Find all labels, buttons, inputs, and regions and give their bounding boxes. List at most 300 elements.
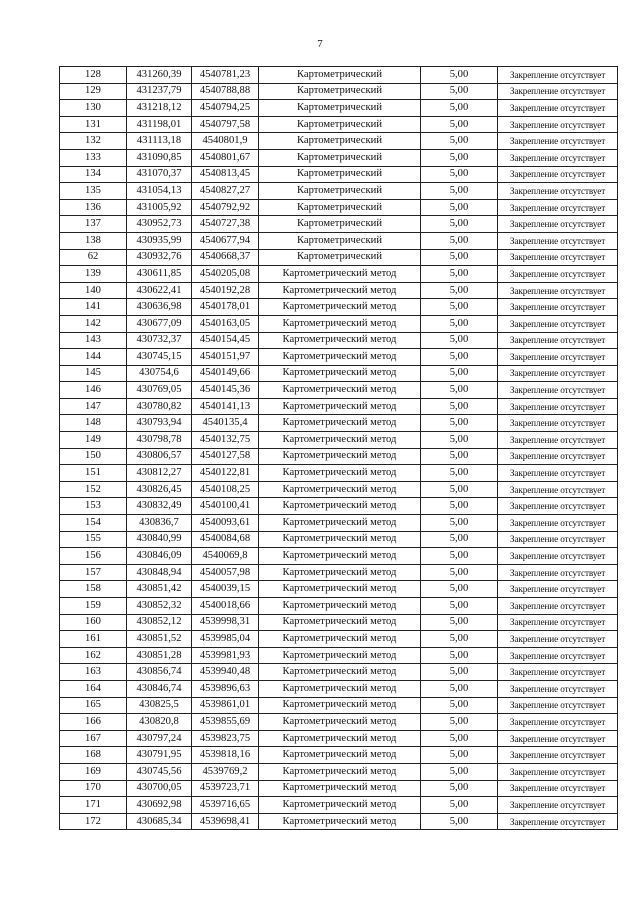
accuracy-cell: 5,00: [421, 299, 498, 316]
point-number-cell: 153: [60, 498, 127, 515]
method-cell: Картометрический метод: [259, 614, 421, 631]
y-coordinate-cell: 4540813,45: [192, 166, 259, 183]
y-coordinate-cell: 4540084,68: [192, 531, 259, 548]
accuracy-cell: 5,00: [421, 83, 498, 100]
method-cell: Картометрический метод: [259, 598, 421, 615]
point-number-cell: 158: [60, 581, 127, 598]
table-row: [60, 631, 618, 648]
table-row: [60, 730, 618, 747]
table-row: [60, 481, 618, 498]
method-cell: Картометрический: [259, 83, 421, 100]
y-coordinate-cell: 4540135,4: [192, 415, 259, 432]
fixing-description-cell: Закрепление отсутствует: [498, 398, 618, 415]
accuracy-cell: 5,00: [421, 465, 498, 482]
accuracy-cell: 5,00: [421, 664, 498, 681]
method-cell: Картометрический метод: [259, 282, 421, 299]
point-number-cell: 143: [60, 332, 127, 349]
accuracy-cell: 5,00: [421, 398, 498, 415]
method-cell: Картометрический метод: [259, 299, 421, 316]
x-coordinate-cell: 430856,74: [127, 664, 192, 681]
accuracy-cell: 5,00: [421, 149, 498, 166]
accuracy-cell: 5,00: [421, 763, 498, 780]
x-coordinate-cell: 430832,49: [127, 498, 192, 515]
x-coordinate-cell: 430846,74: [127, 680, 192, 697]
point-number-cell: 148: [60, 415, 127, 432]
table-row: [60, 349, 618, 366]
method-cell: Картометрический: [259, 183, 421, 200]
method-cell: Картометрический метод: [259, 780, 421, 797]
method-cell: Картометрический: [259, 100, 421, 117]
method-cell: Картометрический метод: [259, 515, 421, 532]
accuracy-cell: 5,00: [421, 614, 498, 631]
x-coordinate-cell: 430851,52: [127, 631, 192, 648]
y-coordinate-cell: 4540141,13: [192, 398, 259, 415]
coordinates-table: [59, 66, 618, 830]
method-cell: Картометрический метод: [259, 315, 421, 332]
fixing-description-cell: Закрепление отсутствует: [498, 216, 618, 233]
point-number-cell: 152: [60, 481, 127, 498]
x-coordinate-cell: 430836,7: [127, 515, 192, 532]
method-cell: Картометрический метод: [259, 548, 421, 565]
x-coordinate-cell: 430780,82: [127, 398, 192, 415]
table-row: [60, 183, 618, 200]
accuracy-cell: 5,00: [421, 249, 498, 266]
x-coordinate-cell: 431005,92: [127, 199, 192, 216]
point-number-cell: 149: [60, 432, 127, 449]
table-row: [60, 365, 618, 382]
fixing-description-cell: Закрепление отсутствует: [498, 664, 618, 681]
fixing-description-cell: Закрепление отсутствует: [498, 797, 618, 814]
x-coordinate-cell: 430677,09: [127, 315, 192, 332]
page-number: 7: [317, 38, 323, 50]
point-number-cell: 145: [60, 365, 127, 382]
y-coordinate-cell: 4540792,92: [192, 199, 259, 216]
fixing-description-cell: Закрепление отсутствует: [498, 67, 618, 84]
accuracy-cell: 5,00: [421, 780, 498, 797]
point-number-cell: 140: [60, 282, 127, 299]
table-row: [60, 216, 618, 233]
fixing-description-cell: Закрепление отсутствует: [498, 199, 618, 216]
accuracy-cell: 5,00: [421, 382, 498, 399]
fixing-description-cell: Закрепление отсутствует: [498, 680, 618, 697]
y-coordinate-cell: 4540132,75: [192, 432, 259, 449]
fixing-description-cell: Закрепление отсутствует: [498, 232, 618, 249]
x-coordinate-cell: 430622,41: [127, 282, 192, 299]
y-coordinate-cell: 4539818,16: [192, 747, 259, 764]
fixing-description-cell: Закрепление отсутствует: [498, 299, 618, 316]
table-row: [60, 432, 618, 449]
y-coordinate-cell: 4540205,08: [192, 266, 259, 283]
accuracy-cell: 5,00: [421, 315, 498, 332]
point-number-cell: 131: [60, 116, 127, 133]
table-row: [60, 763, 618, 780]
x-coordinate-cell: 430745,56: [127, 763, 192, 780]
accuracy-cell: 5,00: [421, 515, 498, 532]
fixing-description-cell: Закрепление отсутствует: [498, 747, 618, 764]
accuracy-cell: 5,00: [421, 581, 498, 598]
table-row: [60, 100, 618, 117]
y-coordinate-cell: 4540788,88: [192, 83, 259, 100]
fixing-description-cell: Закрепление отсутствует: [498, 498, 618, 515]
accuracy-cell: 5,00: [421, 598, 498, 615]
fixing-description-cell: Закрепление отсутствует: [498, 282, 618, 299]
accuracy-cell: 5,00: [421, 67, 498, 84]
method-cell: Картометрический: [259, 67, 421, 84]
method-cell: Картометрический метод: [259, 631, 421, 648]
point-number-cell: 138: [60, 232, 127, 249]
accuracy-cell: 5,00: [421, 813, 498, 830]
accuracy-cell: 5,00: [421, 166, 498, 183]
table-row: [60, 398, 618, 415]
x-coordinate-cell: 431054,13: [127, 183, 192, 200]
table-row: [60, 598, 618, 615]
point-number-cell: 134: [60, 166, 127, 183]
point-number-cell: 162: [60, 647, 127, 664]
method-cell: Картометрический: [259, 216, 421, 233]
y-coordinate-cell: 4540154,45: [192, 332, 259, 349]
point-number-cell: 133: [60, 149, 127, 166]
y-coordinate-cell: 4540018,66: [192, 598, 259, 615]
method-cell: Картометрический метод: [259, 349, 421, 366]
x-coordinate-cell: 430700,05: [127, 780, 192, 797]
fixing-description-cell: Закрепление отсутствует: [498, 581, 618, 598]
fixing-description-cell: Закрепление отсутствует: [498, 332, 618, 349]
accuracy-cell: 5,00: [421, 647, 498, 664]
accuracy-cell: 5,00: [421, 631, 498, 648]
point-number-cell: 151: [60, 465, 127, 482]
point-number-cell: 169: [60, 763, 127, 780]
table-row: [60, 797, 618, 814]
table-row: [60, 282, 618, 299]
accuracy-cell: 5,00: [421, 266, 498, 283]
accuracy-cell: 5,00: [421, 531, 498, 548]
table-row: [60, 232, 618, 249]
method-cell: Картометрический метод: [259, 697, 421, 714]
fixing-description-cell: Закрепление отсутствует: [498, 249, 618, 266]
x-coordinate-cell: 430692,98: [127, 797, 192, 814]
x-coordinate-cell: 430852,32: [127, 598, 192, 615]
accuracy-cell: 5,00: [421, 365, 498, 382]
y-coordinate-cell: 4540093,61: [192, 515, 259, 532]
table-row: [60, 315, 618, 332]
x-coordinate-cell: 431237,79: [127, 83, 192, 100]
table-row: [60, 515, 618, 532]
table-row: [60, 67, 618, 84]
y-coordinate-cell: 4540801,67: [192, 149, 259, 166]
y-coordinate-cell: 4540108,25: [192, 481, 259, 498]
method-cell: Картометрический метод: [259, 481, 421, 498]
fixing-description-cell: Закрепление отсутствует: [498, 100, 618, 117]
accuracy-cell: 5,00: [421, 133, 498, 150]
table-row: [60, 133, 618, 150]
point-number-cell: 172: [60, 813, 127, 830]
x-coordinate-cell: 430685,34: [127, 813, 192, 830]
method-cell: Картометрический метод: [259, 432, 421, 449]
fixing-description-cell: Закрепление отсутствует: [498, 83, 618, 100]
accuracy-cell: 5,00: [421, 216, 498, 233]
method-cell: Картометрический: [259, 199, 421, 216]
accuracy-cell: 5,00: [421, 282, 498, 299]
x-coordinate-cell: 430798,78: [127, 432, 192, 449]
y-coordinate-cell: 4539985,04: [192, 631, 259, 648]
fixing-description-cell: Закрепление отсутствует: [498, 382, 618, 399]
y-coordinate-cell: 4540794,25: [192, 100, 259, 117]
fixing-description-cell: Закрепление отсутствует: [498, 548, 618, 565]
point-number-cell: 128: [60, 67, 127, 84]
x-coordinate-cell: 431218,12: [127, 100, 192, 117]
accuracy-cell: 5,00: [421, 730, 498, 747]
method-cell: Картометрический метод: [259, 797, 421, 814]
table-row: [60, 664, 618, 681]
accuracy-cell: 5,00: [421, 199, 498, 216]
fixing-description-cell: Закрепление отсутствует: [498, 415, 618, 432]
table-row: [60, 448, 618, 465]
table-row: [60, 614, 618, 631]
y-coordinate-cell: 4540781,23: [192, 67, 259, 84]
point-number-cell: 141: [60, 299, 127, 316]
fixing-description-cell: Закрепление отсутствует: [498, 448, 618, 465]
x-coordinate-cell: 430797,24: [127, 730, 192, 747]
table-row: [60, 680, 618, 697]
method-cell: Картометрический метод: [259, 531, 421, 548]
table-row: [60, 498, 618, 515]
accuracy-cell: 5,00: [421, 747, 498, 764]
fixing-description-cell: Закрепление отсутствует: [498, 149, 618, 166]
point-number-cell: 130: [60, 100, 127, 117]
fixing-description-cell: Закрепление отсутствует: [498, 564, 618, 581]
y-coordinate-cell: 4539723,71: [192, 780, 259, 797]
point-number-cell: 62: [60, 249, 127, 266]
y-coordinate-cell: 4540127,58: [192, 448, 259, 465]
method-cell: Картометрический метод: [259, 730, 421, 747]
x-coordinate-cell: 430840,99: [127, 531, 192, 548]
y-coordinate-cell: 4539716,65: [192, 797, 259, 814]
method-cell: Картометрический метод: [259, 647, 421, 664]
x-coordinate-cell: 430793,94: [127, 415, 192, 432]
fixing-description-cell: Закрепление отсутствует: [498, 697, 618, 714]
fixing-description-cell: Закрепление отсутствует: [498, 266, 618, 283]
method-cell: Картометрический метод: [259, 498, 421, 515]
x-coordinate-cell: 430636,98: [127, 299, 192, 316]
fixing-description-cell: Закрепление отсутствует: [498, 166, 618, 183]
x-coordinate-cell: 430935,99: [127, 232, 192, 249]
x-coordinate-cell: 430852,12: [127, 614, 192, 631]
table-row: [60, 266, 618, 283]
y-coordinate-cell: 4539998,31: [192, 614, 259, 631]
point-number-cell: 167: [60, 730, 127, 747]
accuracy-cell: 5,00: [421, 332, 498, 349]
x-coordinate-cell: 430848,94: [127, 564, 192, 581]
accuracy-cell: 5,00: [421, 548, 498, 565]
point-number-cell: 146: [60, 382, 127, 399]
fixing-description-cell: Закрепление отсутствует: [498, 813, 618, 830]
accuracy-cell: 5,00: [421, 415, 498, 432]
point-number-cell: 135: [60, 183, 127, 200]
accuracy-cell: 5,00: [421, 797, 498, 814]
fixing-description-cell: Закрепление отсутствует: [498, 763, 618, 780]
table-row: [60, 548, 618, 565]
y-coordinate-cell: 4540827,27: [192, 183, 259, 200]
accuracy-cell: 5,00: [421, 100, 498, 117]
y-coordinate-cell: 4540163,05: [192, 315, 259, 332]
point-number-cell: 156: [60, 548, 127, 565]
point-number-cell: 168: [60, 747, 127, 764]
table-row: [60, 747, 618, 764]
x-coordinate-cell: 430732,37: [127, 332, 192, 349]
method-cell: Картометрический метод: [259, 714, 421, 731]
method-cell: Картометрический метод: [259, 564, 421, 581]
point-number-cell: 154: [60, 515, 127, 532]
x-coordinate-cell: 430611,85: [127, 266, 192, 283]
accuracy-cell: 5,00: [421, 448, 498, 465]
coordinates-table-body: [60, 67, 618, 830]
table-row: [60, 332, 618, 349]
point-number-cell: 129: [60, 83, 127, 100]
table-row: [60, 299, 618, 316]
x-coordinate-cell: 430812,27: [127, 465, 192, 482]
fixing-description-cell: Закрепление отсутствует: [498, 531, 618, 548]
table-row: [60, 647, 618, 664]
x-coordinate-cell: 430745,15: [127, 349, 192, 366]
y-coordinate-cell: 4540151,97: [192, 349, 259, 366]
method-cell: Картометрический метод: [259, 415, 421, 432]
x-coordinate-cell: 430791,95: [127, 747, 192, 764]
y-coordinate-cell: 4539698,41: [192, 813, 259, 830]
x-coordinate-cell: 431070,37: [127, 166, 192, 183]
x-coordinate-cell: 430846,09: [127, 548, 192, 565]
x-coordinate-cell: 430769,05: [127, 382, 192, 399]
y-coordinate-cell: 4540801,9: [192, 133, 259, 150]
x-coordinate-cell: 430806,57: [127, 448, 192, 465]
fixing-description-cell: Закрепление отсутствует: [498, 631, 618, 648]
y-coordinate-cell: 4540677,94: [192, 232, 259, 249]
point-number-cell: 147: [60, 398, 127, 415]
fixing-description-cell: Закрепление отсутствует: [498, 647, 618, 664]
x-coordinate-cell: 430932,76: [127, 249, 192, 266]
y-coordinate-cell: 4539896,63: [192, 680, 259, 697]
point-number-cell: 136: [60, 199, 127, 216]
accuracy-cell: 5,00: [421, 564, 498, 581]
point-number-cell: 164: [60, 680, 127, 697]
table-row: [60, 382, 618, 399]
table-row: [60, 714, 618, 731]
fixing-description-cell: Закрепление отсутствует: [498, 116, 618, 133]
y-coordinate-cell: 4540149,66: [192, 365, 259, 382]
y-coordinate-cell: 4539823,75: [192, 730, 259, 747]
y-coordinate-cell: 4539855,69: [192, 714, 259, 731]
y-coordinate-cell: 4540145,36: [192, 382, 259, 399]
method-cell: Картометрический: [259, 249, 421, 266]
fixing-description-cell: Закрепление отсутствует: [498, 714, 618, 731]
method-cell: Картометрический метод: [259, 813, 421, 830]
point-number-cell: 144: [60, 349, 127, 366]
y-coordinate-cell: 4540100,41: [192, 498, 259, 515]
y-coordinate-cell: 4540727,38: [192, 216, 259, 233]
fixing-description-cell: Закрепление отсутствует: [498, 465, 618, 482]
x-coordinate-cell: 431198,01: [127, 116, 192, 133]
fixing-description-cell: Закрепление отсутствует: [498, 481, 618, 498]
point-number-cell: 163: [60, 664, 127, 681]
table-row: [60, 581, 618, 598]
method-cell: Картометрический метод: [259, 382, 421, 399]
x-coordinate-cell: 430952,73: [127, 216, 192, 233]
method-cell: Картометрический метод: [259, 664, 421, 681]
fixing-description-cell: Закрепление отсутствует: [498, 598, 618, 615]
table-row: [60, 564, 618, 581]
y-coordinate-cell: 4540122,81: [192, 465, 259, 482]
y-coordinate-cell: 4540178,01: [192, 299, 259, 316]
y-coordinate-cell: 4539981,93: [192, 647, 259, 664]
point-number-cell: 170: [60, 780, 127, 797]
point-number-cell: 150: [60, 448, 127, 465]
point-number-cell: 132: [60, 133, 127, 150]
table-row: [60, 465, 618, 482]
point-number-cell: 160: [60, 614, 127, 631]
method-cell: Картометрический: [259, 149, 421, 166]
x-coordinate-cell: 431260,39: [127, 67, 192, 84]
method-cell: Картометрический метод: [259, 747, 421, 764]
accuracy-cell: 5,00: [421, 697, 498, 714]
fixing-description-cell: Закрепление отсутствует: [498, 515, 618, 532]
y-coordinate-cell: 4539940,48: [192, 664, 259, 681]
x-coordinate-cell: 430851,42: [127, 581, 192, 598]
accuracy-cell: 5,00: [421, 116, 498, 133]
fixing-description-cell: Закрепление отсутствует: [498, 614, 618, 631]
table-row: [60, 83, 618, 100]
table-row: [60, 697, 618, 714]
y-coordinate-cell: 4539769,2: [192, 763, 259, 780]
y-coordinate-cell: 4540797,58: [192, 116, 259, 133]
table-row: [60, 531, 618, 548]
y-coordinate-cell: 4540057,98: [192, 564, 259, 581]
y-coordinate-cell: 4540192,28: [192, 282, 259, 299]
method-cell: Картометрический: [259, 232, 421, 249]
x-coordinate-cell: 431113,18: [127, 133, 192, 150]
table-row: [60, 249, 618, 266]
method-cell: Картометрический метод: [259, 332, 421, 349]
y-coordinate-cell: 4540668,37: [192, 249, 259, 266]
method-cell: Картометрический метод: [259, 448, 421, 465]
method-cell: Картометрический метод: [259, 266, 421, 283]
x-coordinate-cell: 431090,85: [127, 149, 192, 166]
accuracy-cell: 5,00: [421, 232, 498, 249]
table-row: [60, 780, 618, 797]
table-row: [60, 813, 618, 830]
x-coordinate-cell: 430820,8: [127, 714, 192, 731]
x-coordinate-cell: 430754,6: [127, 365, 192, 382]
fixing-description-cell: Закрепление отсутствует: [498, 432, 618, 449]
fixing-description-cell: Закрепление отсутствует: [498, 730, 618, 747]
table-row: [60, 166, 618, 183]
accuracy-cell: 5,00: [421, 481, 498, 498]
point-number-cell: 166: [60, 714, 127, 731]
accuracy-cell: 5,00: [421, 680, 498, 697]
accuracy-cell: 5,00: [421, 183, 498, 200]
fixing-description-cell: Закрепление отсутствует: [498, 349, 618, 366]
fixing-description-cell: Закрепление отсутствует: [498, 133, 618, 150]
accuracy-cell: 5,00: [421, 349, 498, 366]
accuracy-cell: 5,00: [421, 714, 498, 731]
y-coordinate-cell: 4540039,15: [192, 581, 259, 598]
point-number-cell: 142: [60, 315, 127, 332]
point-number-cell: 155: [60, 531, 127, 548]
table-row: [60, 415, 618, 432]
method-cell: Картометрический: [259, 116, 421, 133]
y-coordinate-cell: 4539861,01: [192, 697, 259, 714]
point-number-cell: 171: [60, 797, 127, 814]
x-coordinate-cell: 430851,28: [127, 647, 192, 664]
accuracy-cell: 5,00: [421, 498, 498, 515]
